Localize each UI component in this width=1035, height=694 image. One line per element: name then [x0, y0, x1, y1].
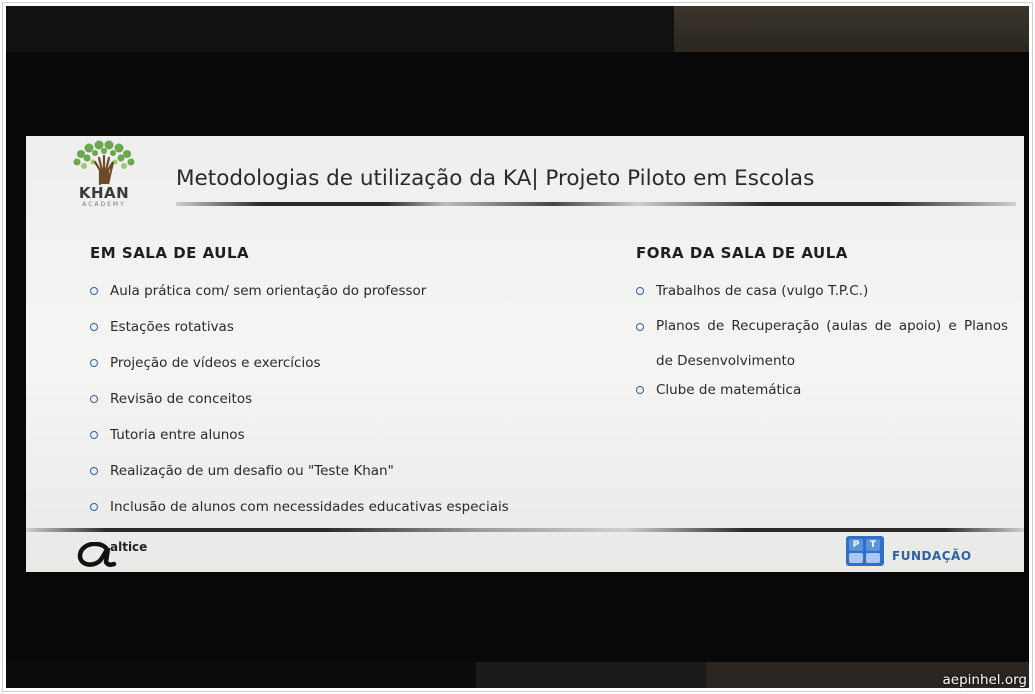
list-item-text: Realização de um desafio ou "Teste Khan": [110, 463, 394, 479]
pt-logo-letter: T: [866, 539, 880, 551]
in-class-heading: EM SALA DE AULA: [90, 244, 250, 262]
list-item: [636, 309, 1008, 380]
list-item: [90, 353, 610, 389]
background-wall-dark: [6, 6, 674, 52]
background-wall: [674, 6, 1029, 56]
bullet-circle-icon: [636, 287, 644, 295]
fundacao-pt-logo: [846, 536, 996, 568]
bullet-circle-icon: [636, 386, 644, 394]
list-item-text: Tutoria entre alunos: [110, 427, 245, 443]
khan-logo-text: KHAN: [78, 184, 130, 202]
list-item: [636, 380, 1008, 416]
footer-divider: [26, 528, 1024, 532]
list-item: [90, 317, 610, 353]
in-class-list: [90, 281, 610, 533]
list-item-text: Inclusão de alunos com necessidades educativas especiais: [110, 499, 509, 515]
bullet-circle-icon: [90, 431, 98, 439]
watermark: aepinhel.org: [942, 672, 1027, 688]
slide-title: Metodologias de utilização da KA| Projeto Piloto em Escolas: [176, 166, 815, 191]
khan-academy-logo: [64, 140, 144, 214]
bullet-circle-icon: [90, 323, 98, 331]
fundacao-logo-text: FUNDAÇÃO: [892, 549, 972, 563]
photo-frame: [6, 6, 1029, 688]
out-of-class-list: [636, 281, 1008, 416]
academy-logo-text: ACADEMY: [82, 201, 126, 208]
out-of-class-heading: FORA DA SALA DE AULA: [636, 244, 848, 262]
khan-tree-icon: [69, 140, 139, 186]
list-item-text: Trabalhos de casa (vulgo T.P.C.): [656, 283, 869, 299]
list-item-text: Estações rotativas: [110, 319, 234, 335]
bullet-circle-icon: [90, 395, 98, 403]
pt-logo-letter: P: [849, 539, 863, 551]
bullet-circle-icon: [90, 503, 98, 511]
pt-logo-icon: [846, 536, 884, 566]
list-item-text: Projeção de vídeos e exercícios: [110, 355, 321, 371]
monitor-stand: [476, 662, 706, 688]
list-item-text: Revisão de conceitos: [110, 391, 253, 407]
bullet-circle-icon: [90, 467, 98, 475]
bullet-circle-icon: [90, 287, 98, 295]
title-divider: [176, 202, 1016, 206]
list-item-text: Clube de matemática: [656, 382, 802, 398]
list-item: [90, 389, 610, 425]
bullet-circle-icon: [90, 359, 98, 367]
altice-logo-text: altice: [110, 540, 148, 554]
list-item: [90, 461, 610, 497]
list-item-text: Planos de Recuperação (aulas de apoio) e Planos de Desenvolvimento: [656, 318, 1008, 369]
list-item: [90, 425, 610, 461]
altice-logo: [76, 538, 186, 568]
presentation-slide: [26, 136, 1024, 572]
list-item: [90, 281, 610, 317]
list-item-text: Aula prática com/ sem orientação do professor: [110, 283, 427, 299]
bullet-circle-icon: [636, 323, 644, 331]
